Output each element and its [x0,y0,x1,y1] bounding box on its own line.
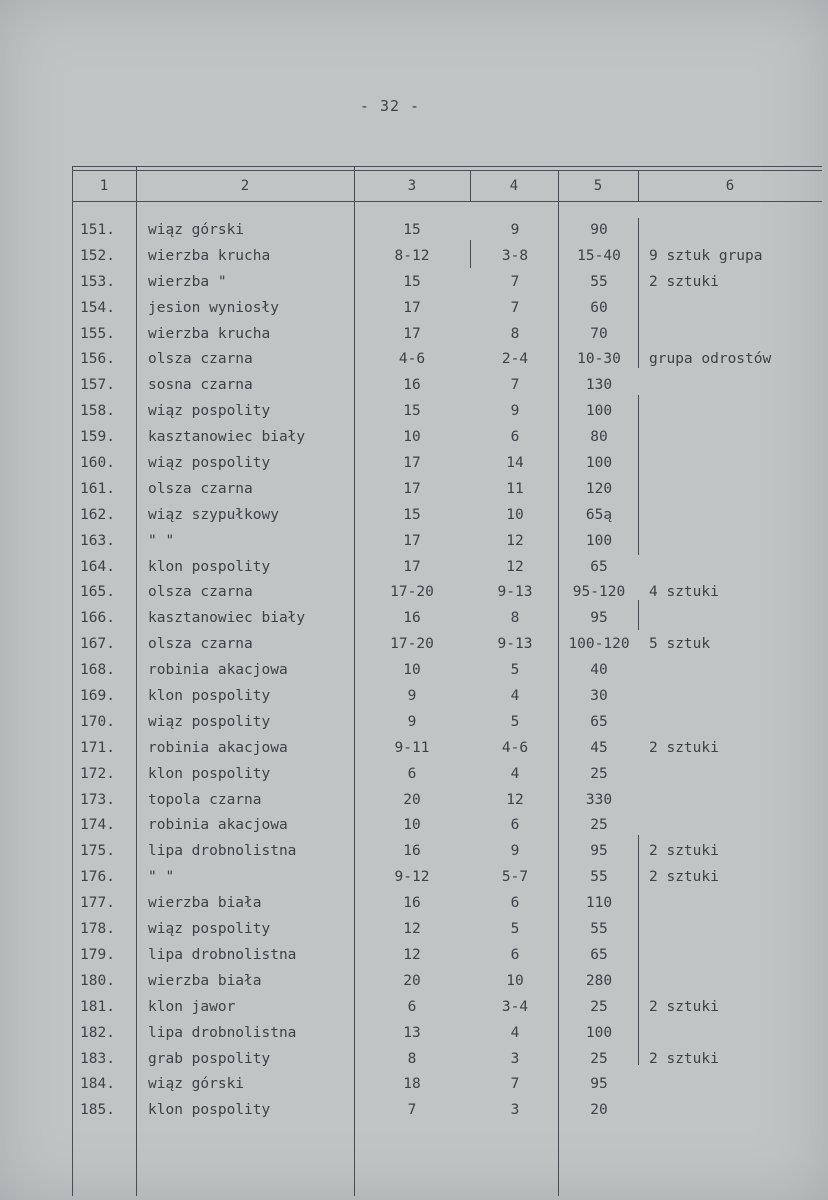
species-name: wierzba biała [148,972,262,989]
col-4-value: 14 [506,455,524,472]
col-6-note: 5 sztuk [649,636,711,653]
table-row [0,296,828,322]
col-4-value: 12 [506,558,524,575]
table-row [0,632,828,658]
col-5-value: 100 [585,1024,613,1041]
col-6-note: 2 sztuki [649,273,719,290]
row-number: 178. [80,921,115,938]
table-row [0,373,828,399]
col-5-value: 280 [585,972,613,989]
col-3-value: 20 [403,791,421,808]
col-3-value: 18 [403,1076,421,1093]
row-number: 169. [80,688,115,705]
col-4-value: 3-8 [501,247,529,264]
row-number: 168. [80,662,115,679]
row-number: 157. [80,377,115,394]
col-6-note: 2 sztuki [649,998,719,1015]
species-name: wierzba " [148,273,227,290]
col-5-value: 15-40 [577,247,621,264]
species-name: wierzba biała [148,895,262,912]
col-5-value: 20 [590,1102,608,1119]
header-col-2: 2 [240,178,250,194]
row-number: 174. [80,817,115,834]
col-4-value: 8 [510,325,520,342]
col-3-value: 15 [403,403,421,420]
col-3-value: 10 [403,429,421,446]
table-row [0,1047,828,1073]
col-3-value: 9-12 [394,869,430,886]
col-3-value: 15 [403,222,421,238]
row-number: 172. [80,765,115,782]
col-5-value: 100 [585,532,613,549]
col-4-value: 2-4 [501,351,529,368]
row-number: 184. [80,1076,115,1093]
row-number: 173. [80,791,115,808]
species-name: klon pospolity [148,765,271,782]
table-row [0,244,828,270]
col-4-value: 10 [506,972,524,989]
header-col-1: 1 [99,178,109,194]
species-name: klon pospolity [148,1102,271,1119]
col-3-value: 17 [403,480,421,497]
col-3-value: 17 [403,455,421,472]
row-number: 179. [80,946,115,963]
species-name: robinia akacjowa [148,739,288,756]
table-row [0,580,828,606]
species-name: wiąz pospolity [148,713,271,730]
col-3-value: 6 [407,765,417,782]
table-row [0,322,828,348]
table-body [0,218,828,1124]
col-5-value: 10-30 [577,351,621,368]
col-5-value: 110 [585,895,613,912]
species-name: " " [148,869,175,886]
col-6-note: 2 sztuki [649,869,719,886]
species-name: kasztanowiec biały [148,429,306,446]
col-5-value: 65 [590,558,608,575]
row-number: 175. [80,843,115,860]
table-row [0,995,828,1021]
row-number: 156. [80,351,115,368]
col-4-value: 9-13 [497,636,533,653]
col-5-value: 120 [585,480,613,497]
col-6-note: 2 sztuki [649,843,719,860]
table-row [0,917,828,943]
col-5-value: 80 [590,429,608,446]
col-6-note: 2 sztuki [649,739,719,756]
col-4-value: 4 [510,765,520,782]
col-4-value: 10 [506,506,524,523]
row-number: 155. [80,325,115,342]
col-4-value: 6 [510,895,520,912]
col-4-value: 9 [510,403,520,420]
col-3-value: 12 [403,921,421,938]
table-row [0,1021,828,1047]
col-5-value: 55 [590,921,608,938]
col-3-value: 7 [407,1102,417,1119]
col-5-value: 25 [590,817,608,834]
col-4-value: 11 [506,480,524,497]
table-row [0,503,828,529]
row-number: 153. [80,273,115,290]
table-row [0,477,828,503]
col-3-value: 8 [407,1050,417,1067]
col-4-value: 8 [510,610,520,627]
table-row [0,943,828,969]
col-3-value: 17 [403,532,421,549]
header-col-6: 6 [725,178,735,194]
species-name: wiąz górski [148,222,245,238]
table-row [0,684,828,710]
col-4-value: 4 [510,1024,520,1041]
table-row [0,606,828,632]
col-6-note: grupa odrostów [649,351,772,368]
col-5-value: 65 [590,713,608,730]
col-5-value: 70 [590,325,608,342]
table-row [0,555,828,581]
col-6-note: 2 sztuki [649,1050,719,1067]
col-3-value: 12 [403,946,421,963]
row-number: 159. [80,429,115,446]
table-row [0,658,828,684]
table-top-rule [72,166,822,167]
col-3-value: 10 [403,662,421,679]
col-4-value: 3 [510,1102,520,1119]
header-bottom-rule [72,201,822,202]
col-3-value: 16 [403,843,421,860]
species-name: wiąz pospolity [148,403,271,420]
col-4-value: 7 [510,377,520,394]
species-name: olsza czarna [148,480,253,497]
table-row [0,710,828,736]
col-4-value: 5 [510,662,520,679]
col-5-value: 95 [590,1076,608,1093]
col-4-value: 5 [510,921,520,938]
table-row [0,865,828,891]
table-row [0,839,828,865]
col-3-value: 17 [403,558,421,575]
col-5-value: 30 [590,688,608,705]
table-row [0,425,828,451]
species-name: sosna czarna [148,377,253,394]
species-name: topola czarna [148,791,262,808]
header-col-4: 4 [509,178,519,194]
table-row [0,969,828,995]
col-4-value: 6 [510,429,520,446]
row-number: 182. [80,1024,115,1041]
col-5-value: 45 [590,739,608,756]
col-4-value: 9-13 [497,584,533,601]
species-name: " " [148,532,175,549]
col-5-value: 330 [585,791,613,808]
col-3-value: 17 [403,299,421,316]
col-3-value: 17 [403,325,421,342]
species-name: kasztanowiec biały [148,610,306,627]
species-name: wiąz górski [148,1076,245,1093]
row-number: 163. [80,532,115,549]
col-5-value: 25 [590,1050,608,1067]
col-3-value: 15 [403,273,421,290]
species-name: robinia akacjowa [148,662,288,679]
col-3-value: 17-20 [390,584,434,601]
col-3-value: 15 [403,506,421,523]
row-number: 152. [80,247,115,264]
species-name: klon jawor [148,998,236,1015]
table-row [0,762,828,788]
row-number: 183. [80,1050,115,1067]
row-number: 167. [80,636,115,653]
row-number: 160. [80,455,115,472]
species-name: klon pospolity [148,688,271,705]
col-4-value: 9 [510,222,520,238]
col-3-value: 13 [403,1024,421,1041]
col-5-value: 65 [590,946,608,963]
col-5-value: 95 [590,610,608,627]
row-number: 161. [80,480,115,497]
row-number: 164. [80,558,115,575]
table-row [0,218,828,244]
species-name: wierzba krucha [148,325,271,342]
col-5-value: 25 [590,765,608,782]
col-5-value: 55 [590,869,608,886]
col-3-value: 8-12 [394,247,430,264]
row-number: 151. [80,222,115,238]
table-row [0,736,828,762]
species-name: wierzba krucha [148,247,271,264]
species-name: olsza czarna [148,584,253,601]
species-name: jesion wyniosły [148,299,279,316]
species-name: grab pospolity [148,1050,271,1067]
col-4-value: 3 [510,1050,520,1067]
col-4-value: 9 [510,843,520,860]
col-5-value: 65ą [585,506,613,523]
col-5-value: 100-120 [568,636,630,653]
col-3-value: 16 [403,377,421,394]
species-name: wiąz pospolity [148,921,271,938]
row-number: 166. [80,610,115,627]
row-number: 176. [80,869,115,886]
col-6-note: 9 sztuk grupa [649,247,763,264]
table-row [0,451,828,477]
col-4-value: 12 [506,532,524,549]
col-5-value: 55 [590,273,608,290]
col-4-value: 12 [506,791,524,808]
col-3-value: 17-20 [390,636,434,653]
species-name: klon pospolity [148,558,271,575]
species-name: olsza czarna [148,636,253,653]
table-row [0,1098,828,1124]
col-3-value: 4-6 [398,351,426,368]
row-number: 158. [80,403,115,420]
col-4-value: 4-6 [501,739,529,756]
species-name: lipa drobnolistna [148,946,297,963]
row-number: 180. [80,972,115,989]
col-4-value: 3-4 [501,998,529,1015]
table-row [0,347,828,373]
col-4-value: 7 [510,1076,520,1093]
col-4-value: 6 [510,946,520,963]
row-number: 170. [80,713,115,730]
row-number: 165. [80,584,115,601]
col-3-value: 9 [407,713,417,730]
table-top-rule-inner [72,170,822,171]
col-5-value: 100 [585,455,613,472]
col-5-value: 60 [590,299,608,316]
col-6-note: 4 sztuki [649,584,719,601]
row-number: 162. [80,506,115,523]
col-3-value: 20 [403,972,421,989]
header-col-3: 3 [407,178,417,194]
species-name: olsza czarna [148,351,253,368]
col-5-value: 95 [590,843,608,860]
col-5-value: 130 [585,377,613,394]
table-row [0,813,828,839]
table-row [0,270,828,296]
col-3-value: 9 [407,688,417,705]
col-4-value: 5 [510,713,520,730]
col-4-value: 7 [510,299,520,316]
species-name: lipa drobnolistna [148,1024,297,1041]
table-row [0,1072,828,1098]
col-5-value: 25 [590,998,608,1015]
row-number: 185. [80,1102,115,1119]
col-4-value: 6 [510,817,520,834]
col-3-value: 16 [403,895,421,912]
col-3-value: 16 [403,610,421,627]
species-name: wiąz szypułkowy [148,506,279,523]
col-3-value: 10 [403,817,421,834]
row-number: 177. [80,895,115,912]
species-name: wiąz pospolity [148,455,271,472]
table-row [0,891,828,917]
col-5-value: 40 [590,662,608,679]
species-name: robinia akacjowa [148,817,288,834]
page-number: - 32 - [359,97,421,115]
row-number: 171. [80,739,115,756]
row-number: 181. [80,998,115,1015]
header-col-5: 5 [593,178,603,194]
col-4-value: 5-7 [501,869,529,886]
col-3-value: 9-11 [394,739,430,756]
row-number: 154. [80,299,115,316]
col-4-value: 4 [510,688,520,705]
col-5-value: 100 [585,403,613,420]
table-row [0,399,828,425]
col-5-value: 95-120 [572,584,626,601]
table-row [0,788,828,814]
species-name: lipa drobnolistna [148,843,297,860]
table-row [0,529,828,555]
col-5-value: 90 [590,222,608,238]
col-3-value: 6 [407,998,417,1015]
col-4-value: 7 [510,273,520,290]
